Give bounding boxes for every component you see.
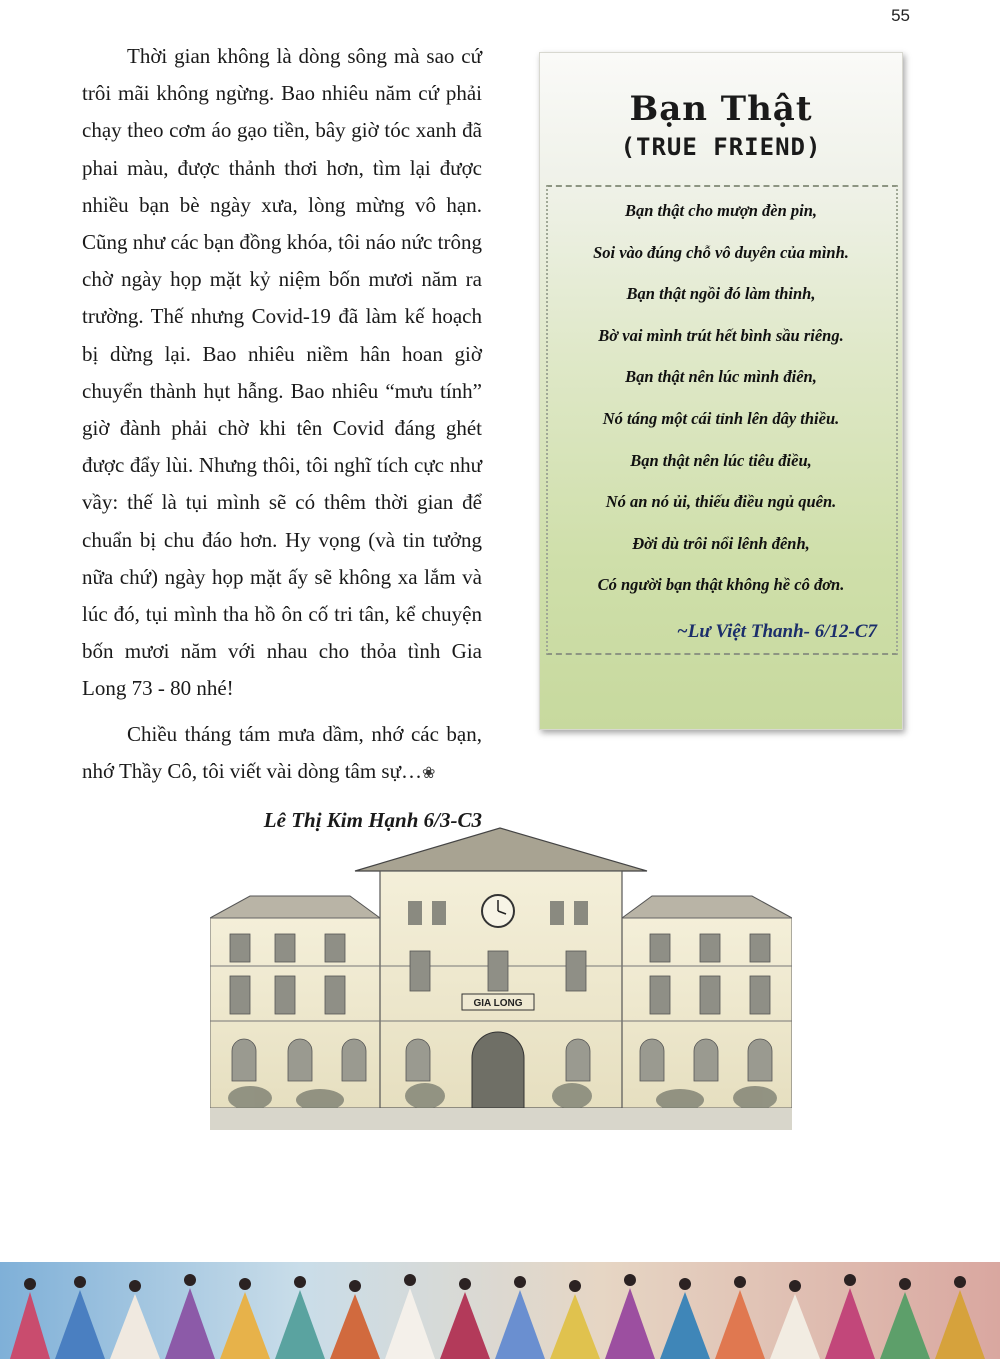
poem-line: Soi vào đúng chỗ vô duyên của mình.	[593, 242, 849, 262]
article-paragraph-2-text: Chiều tháng tám mưa dầm, nhớ các bạn, nhớ Thầy Cô, tôi viết vài dòng tâm sự…	[82, 721, 482, 783]
poem-line: Bờ vai mình trút hết bình sầu riêng.	[598, 325, 844, 345]
poem-subtitle: (TRUE FRIEND)	[620, 133, 822, 161]
article-body	[82, 38, 482, 847]
flower-icon: ❀	[422, 764, 436, 782]
building-sign: GIA LONG	[473, 998, 523, 1009]
poem-line: Đời dù trôi nổi lênh đênh,	[632, 533, 810, 553]
poem-line: Có người bạn thật không hề cô đơn.	[597, 575, 845, 595]
poem-line: Bạn thật nên lúc tiêu điều,	[630, 450, 812, 470]
poem-title: Bạn Thật	[629, 89, 813, 129]
poem-lines	[540, 199, 902, 615]
school-building-illustration	[210, 826, 792, 1130]
article-author: Lê Thị Kim Hạnh 6/3-C3	[263, 808, 482, 833]
poem-line: Nó an nó ủi, thiếu điều ngủ quên.	[605, 492, 837, 512]
poem-box	[539, 52, 903, 730]
article-paragraph-1: Thời gian không là dòng sông mà sao cứ trôi mãi không ngừng. Bao nhiêu năm cứ phải chạy theo cơm áo gạo tiền, bây giờ tóc xanh đã phai màu, được thảnh thơi hơn, tìm lại được nhiều bạn bè ngày xưa, lòng mừng vô hạn. Cũng như các bạn đồng khóa, tôi náo nức trông chờ ngày họp mặt kỷ niệm bốn mươi năm ra trường. Thế nhưng Covid-19 đã làm kế hoạch bị dừng lại. Bao nhiêu niềm hân hoan giờ chuyển thành hụt hẫng. Bao nhiêu “mưu tính” giờ đành phải chờ khi tên Covid đáng ghét được đẩy lùi. Nhưng thôi, tôi nghĩ tích cực như vầy: thế là tụi mình sẽ có thêm thời gian để chuẩn bị chu đáo hơn. Hy vọng (và tin tưởng nữa chứ) ngày họp mặt ấy sẽ không xa lắm và lúc đó, tụi mình tha hồ ôn cố tri tân, kể chuyện bốn mươi năm với nhau cho thỏa tình Gia Long 73 - 80 nhé!	[82, 44, 482, 701]
poem-line: Bạn thật nên lúc mình điên,	[625, 367, 817, 387]
dancers-banner-illustration	[0, 1262, 1000, 1359]
page-number: 55	[891, 6, 910, 25]
poem-line: Bạn thật ngồi đó làm thinh,	[626, 284, 816, 304]
poem-line: Nó táng một cái tỉnh lên dây thiều.	[602, 408, 840, 428]
poem-author: ~Lư Việt Thanh- 6/12-C7	[676, 621, 877, 642]
poem-line: Bạn thật cho mượn đèn pin,	[624, 201, 818, 220]
article-paragraph-2	[82, 716, 482, 792]
